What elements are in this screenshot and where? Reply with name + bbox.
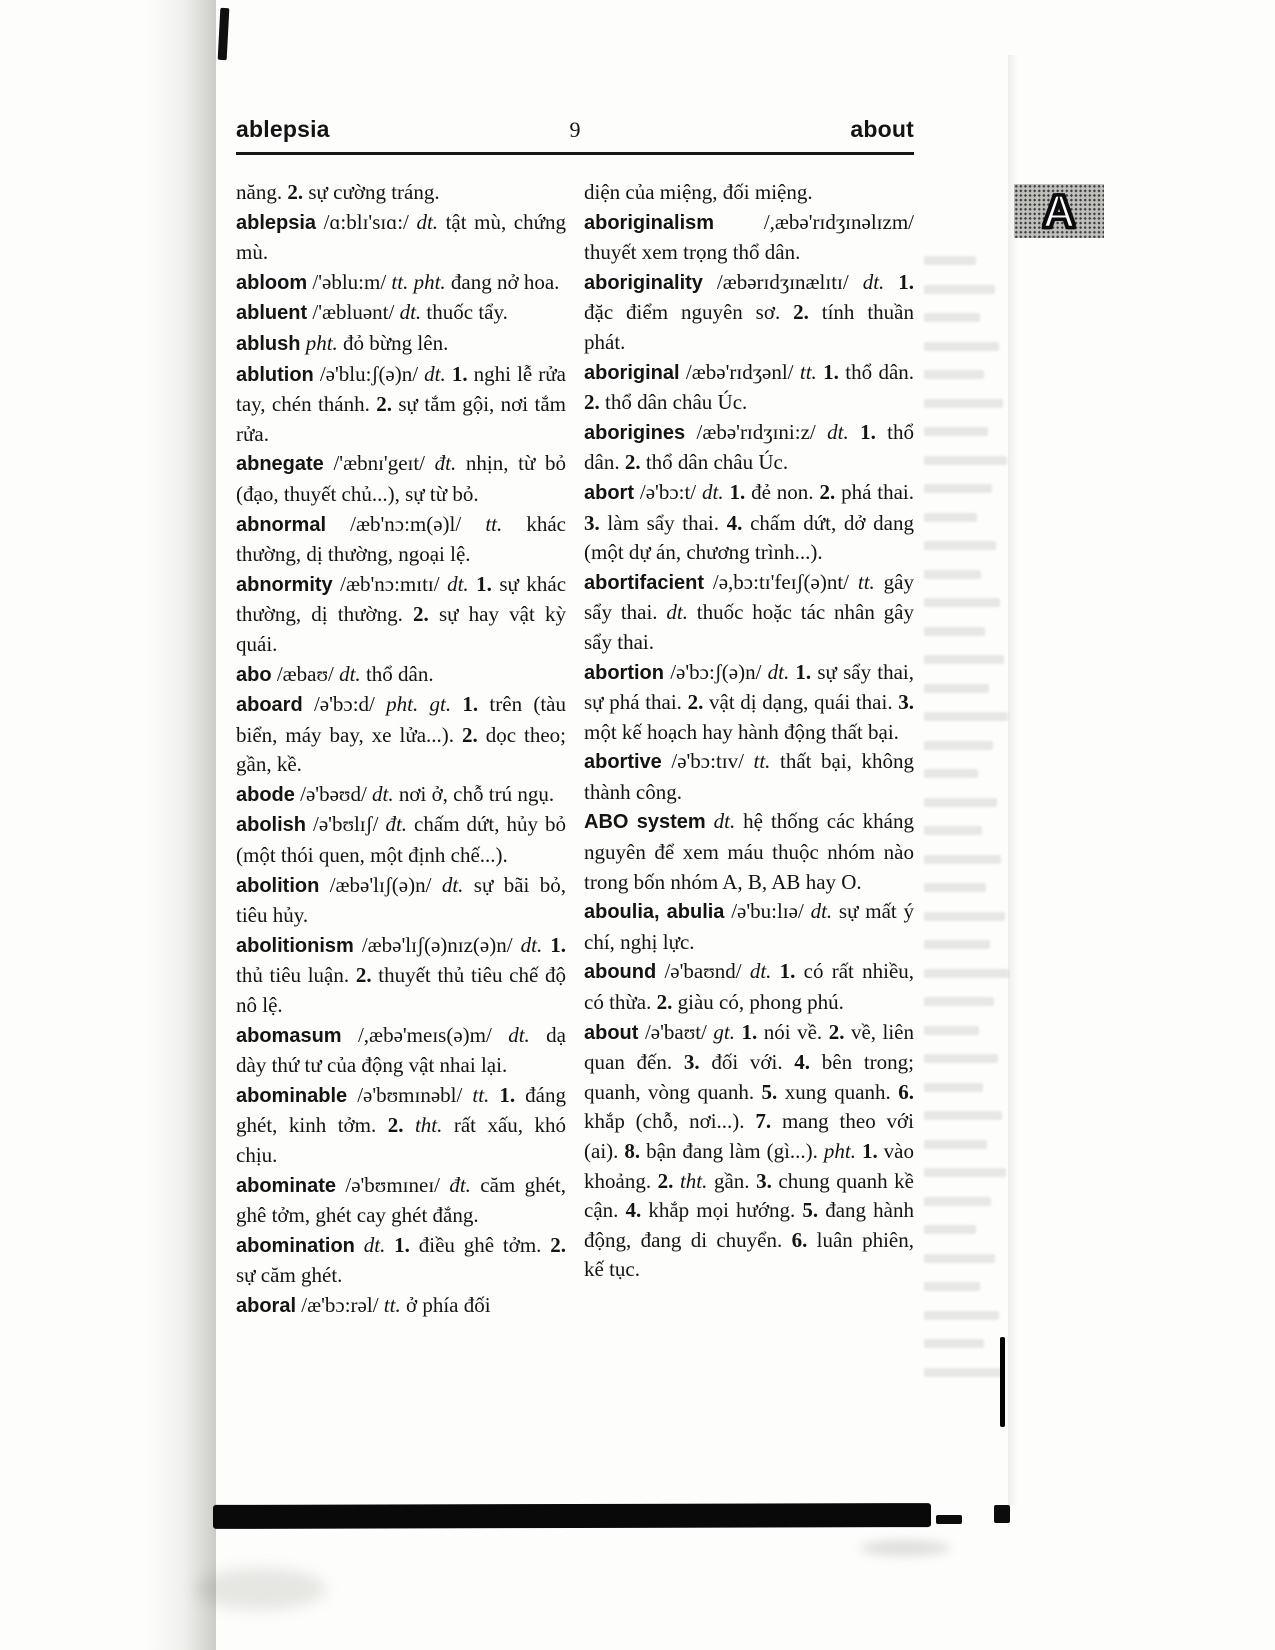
pos-label: dt. [399, 300, 422, 325]
headword: ablution [236, 363, 314, 386]
sense-number: 2. [584, 390, 600, 415]
dictionary-entry [584, 897, 914, 957]
sense-number: 1. [394, 1232, 410, 1257]
definition-text: khắp (chỗ, nơi...). [584, 1109, 756, 1134]
definition-text: sự cường tráng. [303, 180, 440, 204]
definition-text: /ə'bəʊd/ [294, 781, 373, 806]
definition-text: dạ dày thứ tư của động vật nhai lại. [236, 1022, 566, 1078]
dictionary-entry [584, 747, 914, 807]
definition-text: /'æbluənt/ [307, 300, 400, 325]
definition-text: vào khoảng. [584, 1139, 914, 1193]
pos-label: tt. [383, 1292, 401, 1317]
headword: abloom [236, 271, 308, 294]
sense-number: 1. [741, 1019, 758, 1044]
definition-text: /ɑ:blɪ'sɪɑ:/ [316, 209, 417, 234]
definition-text: /ə'bɔ:ʃ(ə)n/ [664, 659, 768, 684]
definition-text: bên trong; quanh, vòng quanh. [584, 1050, 914, 1104]
headword: abominate [236, 1174, 337, 1197]
book-edge-shadow-bottom [213, 1503, 931, 1529]
pos-label: dt. [767, 659, 790, 684]
bleedthrough-line [924, 940, 990, 949]
sense-number: 2. [687, 690, 704, 715]
definition-text: dọc theo; gần, kề. [236, 722, 567, 777]
sense-number: 7. [755, 1109, 772, 1134]
bleedthrough-line [924, 1083, 983, 1092]
bleedthrough-line [924, 684, 989, 693]
sense-number: 2. [550, 1232, 567, 1257]
definition-text: bận đang làm (gì...). [640, 1139, 824, 1163]
definition-text: sự bãi bỏ, tiêu hủy. [236, 872, 566, 928]
definition-text: về, liên quan đến. [584, 1019, 915, 1075]
bleedthrough-line [924, 1368, 1003, 1377]
definition-text: thủ tiêu luận. [236, 963, 356, 988]
bleedthrough-line [924, 1225, 976, 1234]
pos-label: tt. [857, 569, 875, 594]
bleedthrough-line [924, 855, 1001, 864]
scan-edge-mark [1000, 1337, 1005, 1427]
definition-text: khắp mọi hướng. [641, 1198, 803, 1223]
bleedthrough-line [924, 1311, 999, 1320]
bleedthrough-line [924, 1140, 987, 1149]
definition-text: chung quanh kề cận. [584, 1168, 915, 1223]
definition-text: tật mù, chứng mù. [236, 209, 566, 265]
definition-text: phá thai. [835, 479, 914, 504]
definition-text: thổ dân châu Úc. [640, 450, 789, 475]
definition-text: đang nở hoa. [445, 269, 560, 294]
definition-text: thổ dân. [360, 661, 434, 686]
definition-text: /ə'bʊmɪneɪ/ [336, 1172, 450, 1197]
dictionary-entry [236, 178, 566, 208]
sense-number: 6. [898, 1079, 914, 1104]
sense-number: 2. [657, 1168, 674, 1193]
bleedthrough-line [924, 399, 1003, 408]
definition-text: /æ'bɔ:rəl/ [296, 1292, 384, 1317]
bleedthrough-line [924, 313, 980, 322]
definition-text: /ə'bɔ:t/ [634, 479, 703, 504]
bleedthrough-line [924, 570, 981, 579]
definition-text: thổ dân châu Úc. [599, 390, 748, 415]
definition-text: /ə'bʊmɪnəbl/ [347, 1082, 473, 1107]
headword: about [584, 1021, 639, 1044]
definition-text: /ə'bʊlɪʃ/ [306, 812, 386, 837]
bleedthrough-line [924, 598, 1000, 607]
pos-label: dt. [441, 872, 464, 897]
definition-text [403, 1113, 414, 1137]
definition-text: có rất nhiều, có thừa. [584, 959, 915, 1015]
definition-text: /ə'bu:lɪə/ [724, 899, 811, 924]
headword: abort [584, 481, 634, 504]
pos-label: pht. [305, 330, 338, 355]
definition-text: sự khác thường, dị thường. [236, 571, 567, 627]
definition-text: /'æbnɪ'geɪt/ [323, 451, 435, 476]
pos-label: gt. [713, 1019, 735, 1044]
headword: aboulia, abulia [584, 901, 725, 924]
pos-label: dt. [363, 1232, 386, 1257]
headword: aboriginal [584, 361, 680, 384]
sense-number: 2. [819, 479, 836, 504]
definition-text: chấm dứt, dở dang (một dự án, chương trình...). [584, 510, 914, 565]
dictionary-entry [236, 931, 566, 1021]
dictionary-entry [584, 658, 914, 748]
headword: abo [236, 663, 272, 686]
page-number: 9 [569, 117, 581, 142]
bleedthrough-line [924, 798, 997, 807]
definition-text: làm sẩy thai. [599, 510, 727, 535]
bleedthrough-line [924, 655, 1004, 664]
bleedthrough-line [924, 769, 978, 778]
pos-label: tht. [414, 1113, 443, 1138]
pos-label: dt. [447, 571, 469, 596]
bleedthrough-line [924, 256, 976, 265]
definition-text: đẻ non. [745, 479, 820, 504]
definition-text: /ə'bɔ:d/ [302, 692, 387, 717]
bleedthrough-line [924, 712, 1008, 721]
sense-number: 3. [683, 1050, 700, 1075]
definition-text: căm ghét, ghê tởm, ghét cay ghét đắng. [236, 1172, 566, 1228]
definition-text: rất xấu, khó chịu. [236, 1113, 567, 1167]
bleedthrough-line [924, 1054, 998, 1063]
sense-number: 2. [793, 300, 809, 325]
bleedthrough-line [924, 1254, 995, 1263]
sense-number: 1. [550, 932, 566, 957]
definition-text: gây sẩy thai. [584, 569, 914, 625]
dictionary-entry [236, 449, 566, 509]
sense-number: 1. [795, 659, 812, 684]
headword: abortifacient [584, 571, 705, 594]
bleedthrough-line [924, 1111, 1002, 1120]
definition-text: /'əblu:m/ [307, 269, 392, 294]
headword: abolitionism [236, 934, 354, 957]
pos-label: dt. [508, 1022, 530, 1047]
headword: aboriginality [584, 271, 703, 294]
sense-number: 1. [860, 419, 876, 444]
dictionary-entry [236, 208, 566, 268]
dictionary-entry [584, 1018, 914, 1285]
definition-text: thuốc hoặc tác nhân gây sẩy thai. [584, 600, 915, 654]
headword: abomination [236, 1234, 355, 1257]
headword: abortive [584, 751, 662, 774]
sense-number: 8. [624, 1139, 641, 1163]
definition-text: sự sẩy thai, sự phá thai. [584, 659, 914, 715]
definition-text: nói về. [757, 1019, 829, 1044]
definition-text: vật dị dạng, quái thai. [703, 690, 899, 715]
dictionary-entry [236, 1021, 566, 1081]
dictionary-entry [236, 1291, 566, 1322]
bleedthrough-line [924, 741, 993, 750]
sense-number: 2. [355, 963, 372, 988]
definition-text: /æbə'lɪʃ(ə)n/ [319, 872, 442, 897]
column-right [584, 178, 914, 1285]
definition-text: /ə'baʊnd/ [656, 959, 750, 984]
definition-text: /æbə'rɪdʒɪni:z/ [685, 419, 828, 444]
definition-text: đỏ bừng lên. [337, 330, 449, 355]
definition-text: thất bại, không thành công. [584, 749, 914, 804]
definition-text: đối với. [699, 1050, 795, 1075]
bleedthrough-line [924, 969, 1009, 978]
dictionary-entry [236, 810, 566, 870]
sense-number: 2. [387, 1113, 404, 1138]
sense-number: 3. [756, 1168, 772, 1193]
pos-label: đt. [385, 812, 408, 837]
bleedthrough-line [924, 456, 1007, 465]
dictionary-entry [236, 871, 566, 931]
headword: abnormal [236, 513, 327, 536]
bleedthrough-line [924, 1339, 984, 1348]
definition-text: thuốc tẩy. [421, 300, 508, 325]
definition-text: thổ dân. [838, 359, 915, 384]
page-header [236, 116, 914, 155]
definition-text [884, 270, 898, 294]
sense-number: 2. [287, 180, 304, 204]
headword: ablush [236, 332, 301, 355]
dictionary-entry [236, 1231, 566, 1291]
sense-number: 2. [413, 602, 429, 627]
definition-text [355, 1233, 364, 1257]
definition-text [673, 1169, 680, 1193]
bleedthrough-line [924, 541, 996, 550]
headword: abomasum [236, 1024, 342, 1047]
definition-text: /æb'nɔ:mɪtɪ/ [332, 571, 448, 596]
definition-text [706, 809, 714, 833]
definition-text: khác thường, dị thường, ngoại lệ. [236, 511, 566, 567]
definition-text: nơi ở, chỗ trú ngụ. [393, 781, 555, 806]
bleedthrough-line [924, 997, 994, 1006]
definition-text: thổ dân. [584, 419, 914, 475]
dictionary-entry [236, 1081, 566, 1171]
definition-text: xung quanh. [777, 1079, 899, 1104]
headword: abortion [584, 661, 664, 684]
scan-smudge [860, 1540, 950, 1556]
thumb-tab-letter: A [1042, 185, 1076, 237]
definition-text [771, 959, 779, 983]
definition-text: điều ghê tởm. [409, 1232, 551, 1257]
sense-number: 4. [726, 510, 743, 535]
sense-number: 3. [584, 510, 600, 535]
definition-text: sự mất ý chí, nghị lực. [584, 899, 914, 954]
definition-text: chấm dứt, hủy bỏ (một thói quen, một định chế...). [236, 812, 566, 868]
pos-label: tt. pht. [391, 269, 446, 294]
dictionary-entry [236, 360, 566, 450]
definition-text: /æbaʊ/ [271, 661, 340, 686]
definition-text: /æbə'rɪdʒənl/ [679, 359, 800, 384]
definition-text: giàu có, phong phú. [672, 990, 844, 1015]
dictionary-entry [584, 268, 914, 358]
dictionary-entry [236, 268, 566, 299]
sense-number: 1. [476, 571, 492, 596]
pos-label: dt. [713, 809, 736, 834]
definition-text: trên (tàu biển, máy bay, xe lửa...). [236, 692, 567, 747]
definition-text: thuyết thủ tiêu chế độ nô lệ. [236, 963, 566, 1018]
sense-number: 2. [828, 1019, 845, 1044]
sense-number: 4. [794, 1050, 811, 1075]
pos-label: tt. [753, 749, 771, 774]
pos-label: tt. [472, 1082, 490, 1107]
definition-text: /æb'nɔ:m(ə)l/ [326, 511, 486, 536]
sense-number: 2. [624, 450, 641, 475]
bleedthrough-line [924, 1282, 980, 1291]
bleedthrough-line [924, 826, 982, 835]
bleedthrough-line [924, 1026, 979, 1035]
bleedthrough-line [924, 484, 992, 493]
bleedthrough-line [924, 370, 984, 379]
definition-text: luân phiên, kế tục. [584, 1227, 915, 1282]
bleedthrough-line [924, 627, 985, 636]
definition-text: /,æbə'rɪdʒɪnəlɪzm/ thuyết xem trọng thổ dân. [584, 209, 914, 265]
guide-word-left: ablepsia [236, 116, 330, 142]
sense-number: 1. [729, 479, 746, 504]
pos-label: dt. [372, 781, 394, 806]
dictionary-entry [584, 957, 914, 1017]
dictionary-entry [584, 418, 914, 478]
guide-word-right: about [850, 116, 914, 142]
headword: aboriginalism [584, 211, 715, 234]
definition-text: mang theo với (ai). [584, 1109, 914, 1163]
pos-label: dt. [339, 661, 361, 686]
headword: abode [236, 783, 295, 806]
pos-label: dt. [862, 269, 885, 294]
dictionary-entry [236, 660, 566, 691]
dictionary-entry [236, 780, 566, 811]
definition-text: năng. [236, 180, 288, 204]
headword: aborigines [584, 421, 686, 444]
pos-label: dt. [520, 932, 543, 957]
column-left [236, 178, 566, 1322]
bleedthrough-column [924, 256, 1010, 1396]
definition-text: /ə'blu:ʃ(ə)n/ [313, 361, 425, 386]
scan-edge-mark [994, 1505, 1010, 1523]
dictionary-entry [236, 329, 566, 360]
bleedthrough-line [924, 513, 977, 522]
definition-text: sự hay vật kỳ quái. [236, 602, 567, 656]
sense-number: 1. [861, 1139, 878, 1163]
definition-text [451, 692, 462, 716]
pos-label: dt. [827, 419, 849, 444]
dictionary-entry [584, 178, 914, 208]
definition-text [385, 1233, 394, 1257]
pos-label: dt. [702, 479, 724, 504]
scan-edge-mark [936, 1515, 962, 1524]
headword: ABO system [584, 811, 706, 834]
sense-number: 2. [376, 392, 392, 417]
definition-text: ở phía đối [400, 1292, 491, 1317]
sense-number: 5. [802, 1198, 819, 1223]
definition-text: /ə'baʊt/ [638, 1019, 714, 1044]
sense-number: 5. [761, 1079, 778, 1104]
pos-label: đt. [449, 1172, 471, 1197]
sense-number: 4. [625, 1198, 642, 1223]
bleedthrough-line [924, 427, 988, 436]
dictionary-entry [584, 568, 914, 658]
pos-label: pht. [823, 1139, 856, 1163]
headword: abolish [236, 814, 307, 837]
definition-text: một kế hoạch hay hành động thất bại. [584, 719, 899, 744]
sense-number: 1. [451, 361, 468, 386]
headword: abolition [236, 874, 320, 897]
headword: abnegate [236, 453, 324, 476]
definition-text [489, 1083, 499, 1107]
definition-text: nhịn, từ bỏ (đạo, thuyết chủ...), sự từ bỏ. [236, 451, 566, 506]
definition-text: /ə,bɔ:tɪ'feɪʃ(ə)nt/ [704, 569, 858, 594]
pos-label: pht. gt. [386, 692, 452, 717]
bleedthrough-line [924, 285, 995, 294]
headword: aboral [236, 1294, 297, 1317]
sense-number: 1. [462, 692, 479, 717]
definition-text: hệ thống các kháng nguyên để xem máu thuộc nhóm nào trong bốn nhóm A, B, AB hay O. [584, 809, 915, 894]
definition-text: sự căm ghét. [236, 1263, 343, 1288]
pos-label: tt. [485, 511, 503, 536]
bleedthrough-line [924, 1168, 1006, 1177]
definition-text: đặc điểm nguyên sơ. [584, 300, 794, 325]
definition-text: nghi lễ rửa tay, chén thánh. [236, 361, 567, 417]
dictionary-entry [236, 510, 566, 570]
dictionary-entry [584, 358, 914, 418]
headword: abound [584, 961, 657, 984]
definition-text: sự tắm gội, nơi tắm rửa. [236, 392, 566, 446]
dictionary-entry [236, 690, 566, 780]
dictionary-entry [236, 298, 566, 329]
sense-number: 2. [656, 990, 673, 1015]
headword: abnormity [236, 573, 333, 596]
sense-number: 1. [779, 959, 796, 984]
pos-label: đt. [434, 451, 457, 476]
sense-number: 1. [823, 359, 839, 384]
scan-edge-mark [218, 8, 230, 60]
pos-label: dt. [810, 899, 833, 924]
scan-gutter-shadow [146, 0, 216, 1650]
pos-label: tht. [679, 1168, 708, 1193]
sense-number: 1. [898, 269, 915, 294]
definition-text: đáng ghét, kinh tởm. [236, 1082, 567, 1138]
headword: abominable [236, 1084, 348, 1107]
sense-number: 1. [499, 1082, 516, 1107]
thumb-index-tab [1014, 184, 1104, 238]
headword: aboard [236, 694, 303, 717]
definition-text: /æbə'lɪʃ(ə)nɪz(ə)n/ [353, 932, 521, 957]
scan-smudge [196, 1568, 326, 1610]
pos-label: dt. [424, 361, 446, 386]
definition-text: tính thuần phát. [584, 300, 914, 354]
definition-text: diện của miệng, đối miệng. [584, 180, 813, 204]
definition-text: đang hành động, đang di chuyển. [584, 1198, 914, 1252]
pos-label: dt. [666, 600, 688, 625]
sense-number: 2. [462, 722, 478, 747]
pos-label: dt. [749, 959, 772, 984]
sense-number: 6. [791, 1227, 808, 1252]
headword: ablepsia [236, 211, 317, 234]
bleedthrough-line [924, 342, 999, 351]
bleedthrough-line [924, 883, 986, 892]
dictionary-entry [584, 208, 914, 268]
headword: abluent [236, 302, 308, 325]
definition-text: /,æbə'meɪs(ə)m/ [341, 1022, 509, 1047]
definition-text: /ə'bɔ:tɪv/ [661, 749, 754, 774]
definition-text [849, 420, 860, 444]
bleedthrough-line [924, 1197, 991, 1206]
dictionary-entry [584, 807, 914, 897]
definition-text: /æbərɪdʒɪnælɪtɪ/ [702, 269, 863, 294]
sense-number: 3. [898, 690, 914, 715]
dictionary-entry [584, 478, 914, 568]
pos-label: dt. [416, 209, 439, 234]
dictionary-entry [236, 1171, 566, 1231]
definition-text: gần. [707, 1168, 757, 1193]
bleedthrough-line [924, 912, 1005, 921]
dictionary-entry [236, 570, 566, 660]
pos-label: tt. [799, 359, 817, 384]
